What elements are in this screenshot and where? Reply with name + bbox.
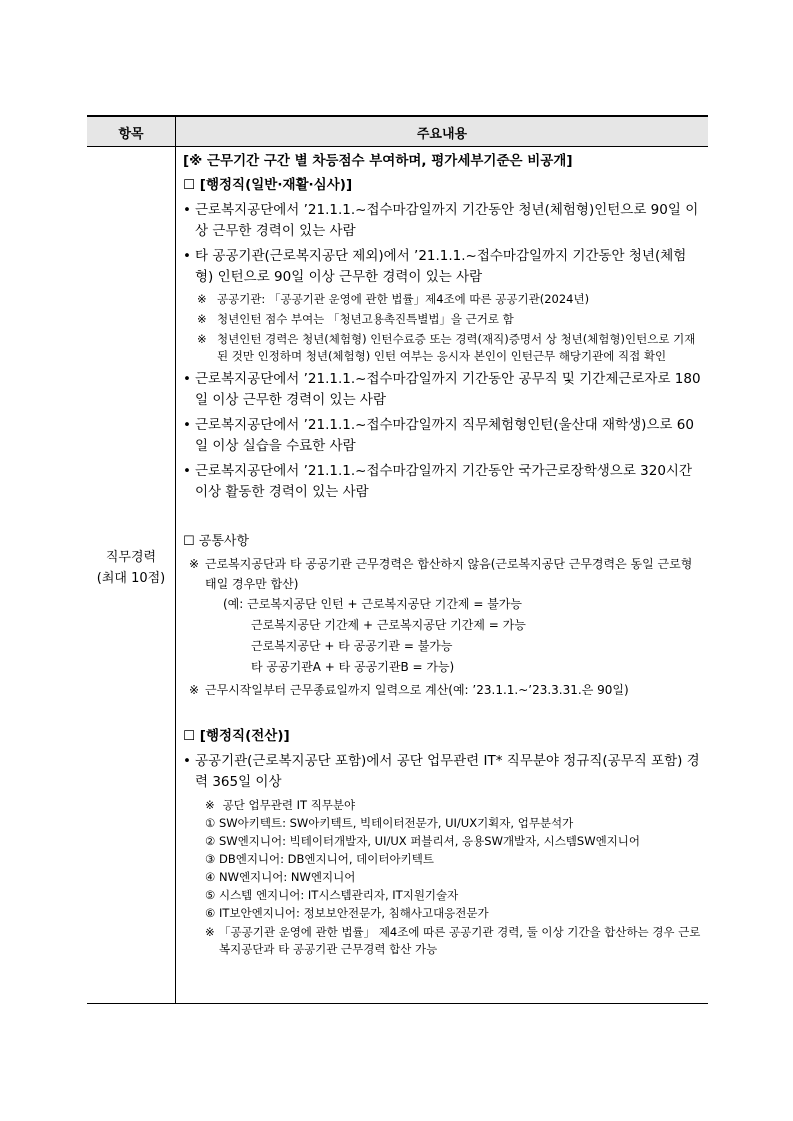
list-item: • 근로복지공단에서 ’21.1.1.~접수마감일까지 직무체험형인턴(울산대 재학생)으로 60일 이상 실습을 수료한 사람 bbox=[183, 417, 694, 454]
common-note: ※ 근로복지공단과 타 공공기관 근무경력은 합산하지 않음(근로복지공단 근무경력은 동일 근로형태일 경우만 합산) bbox=[183, 554, 703, 594]
common-note: ※ 근무시작일부터 근무종료일까지 일력으로 계산(예: ’23.1.1.~’23.3.31.은 90일) bbox=[183, 680, 703, 700]
role-item: ④ NW엔지니어: NW엔지니어 bbox=[205, 870, 356, 884]
example-line: 근로복지공단 + 타 공공기관 = 불가능 bbox=[251, 639, 453, 653]
note-mark: ※ bbox=[189, 557, 200, 571]
bullet-mark: • bbox=[183, 463, 191, 479]
header-item: 항목 bbox=[118, 127, 144, 142]
note-mark: ※ bbox=[189, 683, 200, 697]
example-line: (예: 근로복지공단 인턴 + 근로복지공단 기간제 = 불가능 bbox=[223, 597, 522, 611]
role-item: ⑥ IT보안엔지니어: 정보보안전문가, 침해사고대응전문가 bbox=[205, 906, 489, 920]
final-note: ※ 「공공기관 운영에 관한 법률」 제4조에 따른 공공기관 경력, 둘 이상 기간을 합산하는 경우 근로복지공단과 타 공공기관 근무경력 합산 가능 bbox=[205, 925, 701, 956]
note-mark: ※ bbox=[197, 332, 207, 346]
category-name: 직무경력 bbox=[105, 550, 157, 565]
note-mark: ※ bbox=[197, 292, 207, 306]
list-item: • 근로복지공단에서 ’21.1.1.~접수마감일까지 기간동안 청년(체험형)인턴으로 90일 이상 근무한 경력이 있는 사람 bbox=[183, 202, 699, 239]
example-line: 근로복지공단 기간제 + 근로복지공단 기간제 = 가능 bbox=[251, 618, 526, 632]
note-item: ※ 청년인턴 경력은 청년(체험형) 인턴수료증 또는 경력(재직)증명서 상 청년(체험형)인턴으로 기재된 것만 인정하며 청년(체험형) 인턴 여부는 응시자 본인이 인턴근무 해당기관에 직접 확인 bbox=[197, 332, 696, 363]
content-cell bbox=[183, 151, 703, 958]
list-item: • 근로복지공단에서 ’21.1.1.~접수마감일까지 기간동안 국가근로장학생으로 320시간 이상 활동한 경력이 있는 사람 bbox=[183, 463, 692, 500]
note-item: ※ 공공기관: 「공공기관 운영에 관한 법률」제4조에 따른 공공기관(2024년) bbox=[197, 292, 590, 306]
note-mark: ※ bbox=[205, 925, 215, 939]
role-item: ① SW아키텍트: SW아키텍트, 빅테이터전문가, UI/UX기획자, 업무분석가 bbox=[205, 816, 574, 830]
bullet-mark: • bbox=[183, 417, 191, 433]
common-title: ☐ 공통사항 bbox=[183, 534, 250, 549]
role-note-title: ※ 공단 업무관련 IT 직무분야 bbox=[205, 798, 356, 812]
section2-title: ☐ [행정직(전산)] bbox=[183, 728, 290, 744]
note-mark: ※ bbox=[205, 798, 215, 812]
bullet-mark: • bbox=[183, 248, 191, 264]
table-header bbox=[87, 117, 708, 147]
category-max-score: (최대 10점) bbox=[96, 571, 166, 586]
role-item: ③ DB엔지니어: DB엔지니어, 데이터아키텍트 bbox=[205, 852, 434, 866]
list-item: • 근로복지공단에서 ’21.1.1.~접수마감일까지 기간동안 공무직 및 기간제근로자로 180일 이상 근무한 경력이 있는 사람 bbox=[183, 371, 701, 408]
list-item: • 타 공공기관(근로복지공단 제외)에서 ’21.1.1.~접수마감일까지 기간동안 청년(체험형) 인턴으로 90일 이상 근무한 경력이 있는 사람 bbox=[183, 248, 687, 285]
bullet-mark: • bbox=[183, 753, 191, 769]
bullet-mark: • bbox=[183, 371, 191, 387]
note-mark: ※ bbox=[197, 312, 207, 326]
section1-title: ☐ [행정직(일반·재활·심사)] bbox=[183, 177, 353, 193]
category-cell bbox=[87, 547, 175, 589]
header-content: 주요내용 bbox=[416, 127, 468, 142]
column-divider bbox=[175, 117, 176, 1003]
intro-note: [※ 근무기간 구간 별 차등점수 부여하며, 평가세부기준은 비공개] bbox=[183, 153, 573, 169]
list-item: • 공공기관(근로복지공단 포함)에서 공단 업무관련 IT* 직무분야 정규직(공무직 포함) 경력 365일 이상 bbox=[183, 753, 700, 790]
bullet-mark: • bbox=[183, 202, 191, 218]
example-line: 타 공공기관A + 타 공공기관B = 가능) bbox=[251, 660, 455, 674]
role-item: ② SW엔지니어: 빅테이터개발자, UI/UX 퍼블리셔, 응용SW개발자, 시스템SW엔지니어 bbox=[205, 834, 641, 848]
note-item: ※ 청년인턴 점수 부여는 「청년고용촉진특별법」을 근거로 함 bbox=[197, 312, 514, 326]
role-item: ⑤ 시스템 엔지니어: IT시스템관리자, IT지원기술자 bbox=[205, 888, 459, 902]
